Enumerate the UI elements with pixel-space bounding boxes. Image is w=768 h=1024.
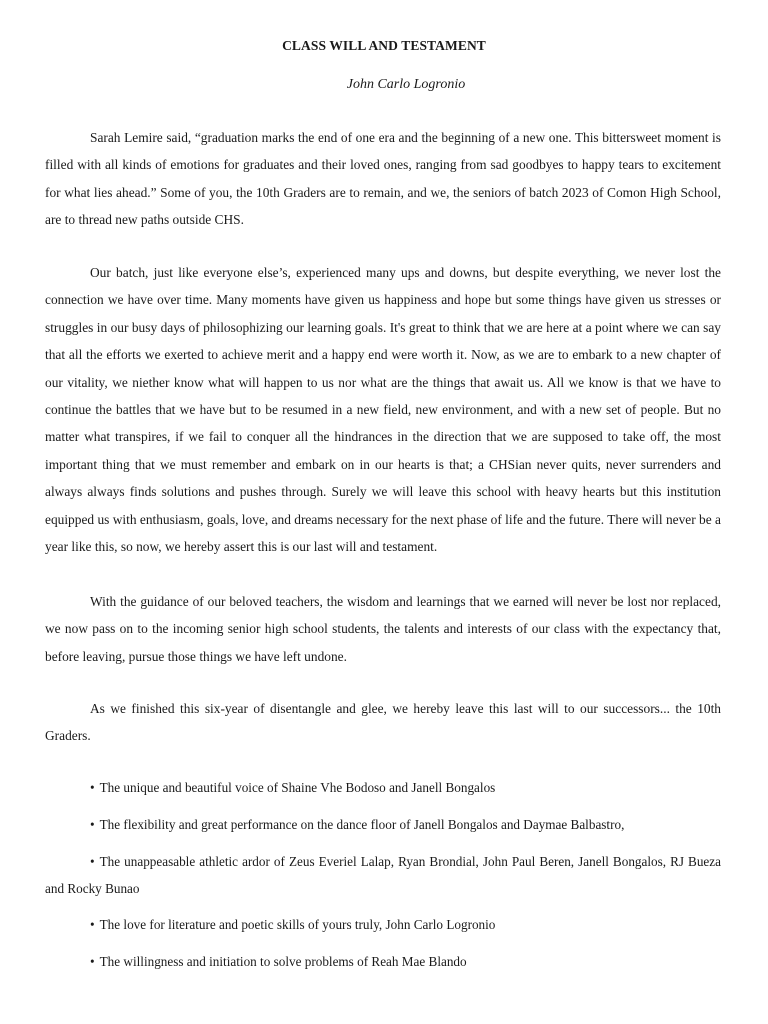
bullet-text: The willingness and initiation to solve problems of Reah Mae Blando xyxy=(99,954,467,969)
document-author: John Carlo Logronio xyxy=(346,77,466,92)
bullet-item xyxy=(45,774,721,801)
paragraph-last-will-intro: As we finished this six-year of disentangle and glee, we hereby leave this last will to our successors... the 10th Graders. xyxy=(45,701,721,744)
bullet-text: The love for literature and poetic skills of yours truly, John Carlo Logronio xyxy=(99,917,496,932)
bullet-item xyxy=(45,948,721,975)
bullet-text: The unique and beautiful voice of Shaine Vhe Bodoso and Janell Bongalos xyxy=(99,780,496,795)
bullet-icon: • xyxy=(90,780,95,795)
bullet-item xyxy=(45,811,721,838)
paragraph-guidance: With the guidance of our beloved teachers, the wisdom and learnings that we earned will never be lost nor replaced, we now pass on to the incoming senior high school students, the talents and interests of our class with the expectancy that, before leaving, pursue those things we have left undone. xyxy=(45,594,721,664)
bullet-item xyxy=(45,911,721,938)
bullet-item xyxy=(45,848,721,902)
paragraph-batch-experience: Our batch, just like everyone else’s, experienced many ups and downs, but despite everything, we never lost the connection we have over time. Many moments have given us happiness and hope but some things have given us stresses or struggles in our busy days of philosophizing our learning goals. It's great to think that we are here at a point where we can say that all the efforts we exerted to achieve merit and a happy end were worth it. Now, as we are to embark to a new chapter of our vitality, we niether know what will happen to us nor what are the things that await us. All we know is that we have to continue the battles that we have but to be resumed in a new field, new environment, and with a new set of people. But no matter what transpires, if we fail to conquer all the hindrances in the direction that we are supposed to take off, the most important thing that we must remember and embark on in our hearts is that; a CHSian never quits, never surrenders and always always finds solutions and pushes through. Surely we will leave this school with heavy hearts but this institution equipped us with enthusiasm, goals, love, and dreams necessary for the next phase of life and the future. There will never be a year like this, so now, we hereby assert this is our last will and testament. xyxy=(45,265,721,555)
bullet-icon: • xyxy=(90,917,95,932)
bullet-icon: • xyxy=(90,954,95,969)
bullet-text: The unappeasable athletic ardor of Zeus Everiel Lalap, Ryan Brondial, John Paul Beren, Janell Bongalos, RJ Bueza and Rocky Bunao xyxy=(45,854,721,896)
paragraph-graduation-quote: Sarah Lemire said, “graduation marks the end of one era and the beginning of a new one. This bittersweet moment is filled with all kinds of emotions for graduates and their loved ones, ranging from sad goodbyes to happy tears to excitement for what lies ahead.” Some of you, the 10th Graders are to remain, and we, the seniors of batch 2023 of Comon High School, are to thread new paths outside CHS. xyxy=(45,130,721,228)
bullet-icon: • xyxy=(90,854,95,869)
bullet-icon: • xyxy=(90,817,95,832)
bullet-text: The flexibility and great performance on the dance floor of Janell Bongalos and Daymae Balbastro, xyxy=(99,817,625,832)
document-title: CLASS WILL AND TESTAMENT xyxy=(282,38,486,53)
